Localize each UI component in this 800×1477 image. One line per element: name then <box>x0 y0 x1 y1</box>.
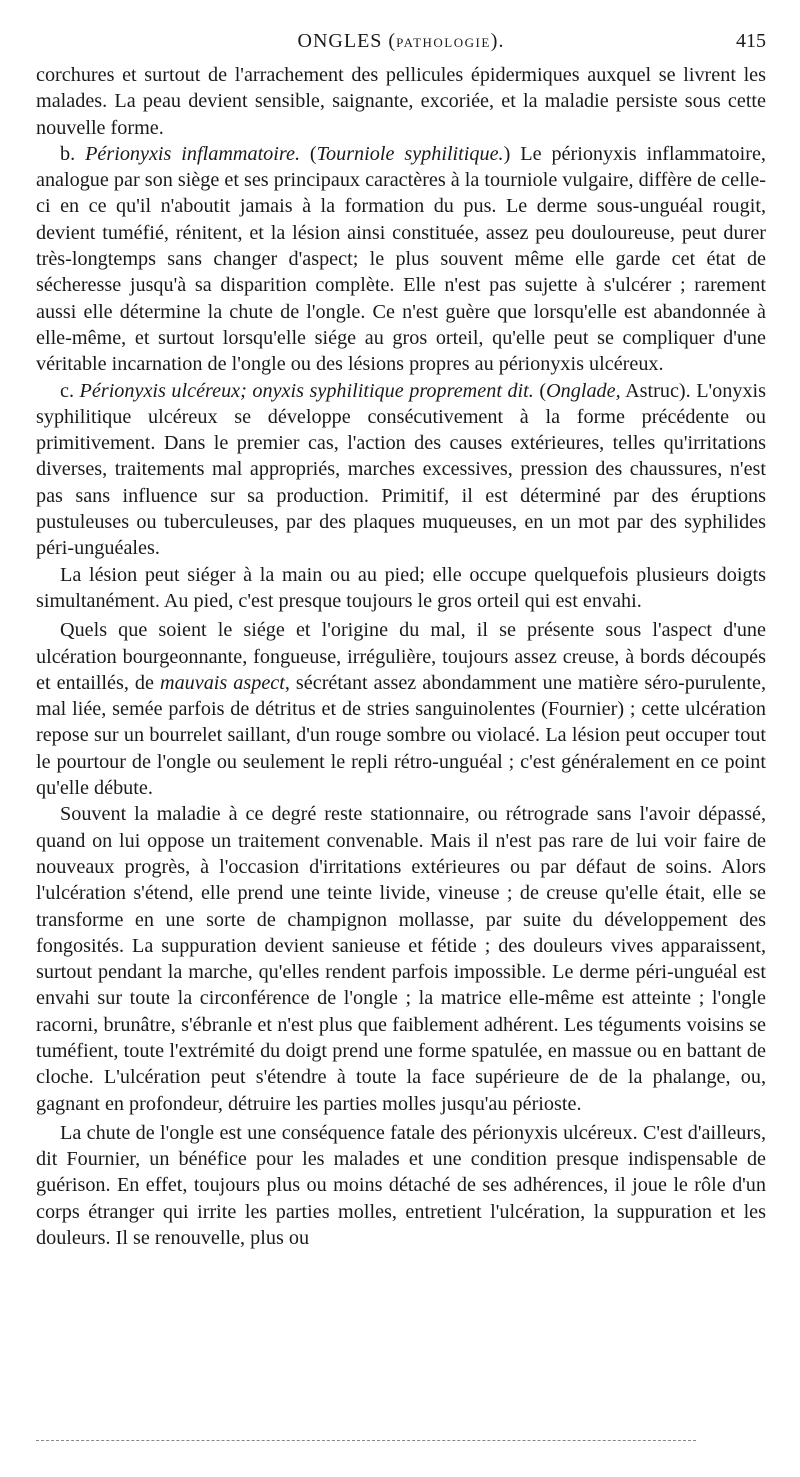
body-text <box>36 62 766 1251</box>
emphasis: mauvais aspect <box>159 671 285 694</box>
running-header <box>36 28 766 58</box>
bleed-through-rule <box>36 1440 696 1441</box>
section-subtitle: Tourniole syphilitique. <box>316 142 504 165</box>
paragraph: Souvent la maladie à ce degré reste stationnaire, ou rétrograde sans l'avoir dépassé, quand on lui oppose un traitement convenable. Mais il n'est pas rare de lui voir faire de nouveaux progrès, à l'occasion d'irritations extérieures ou par défaut de soins. Alors l'ulcération s'étend, elle prend une teinte livide, vineuse ; de creuse qu'elle était, elle se transforme en une sorte de champignon mollasse, par suite du développement des fongosités. La suppuration devient sanieuse et fétide ; des douleurs vives apparaissent, surtout pendant la marche, qu'elles rendent parfois impossible. Le derme péri-unguéal est envahi sur toute la circonférence de l'ongle ; la matrice elle-même est atteinte ; l'ongle racorni, brunâtre, s'ébranle et n'est plus que faiblement adhérent. Les téguments voisins se tuméfient, toute l'extrémité du doigt prend une forme spatulée, en massue ou en battant de cloche. L'ulcération peut s'étendre à toute la face supérieure de de la phalange, ou, gagnant en profondeur, détruire les parties molles jusqu'au périoste. <box>36 803 766 1115</box>
page-number: 415 <box>736 30 766 52</box>
header-section: PATHOLOGIE <box>396 35 491 50</box>
section-label: c. <box>60 379 75 402</box>
section-title: Périonyxis ulcéreux; <box>79 379 247 402</box>
section-subtitle: onyxis syphilitique proprement dit. <box>252 379 534 402</box>
section-title: Périonyxis inflammatoire. <box>85 142 300 165</box>
section-label: b. <box>60 142 76 165</box>
section-aside: Onglade, <box>546 379 621 402</box>
running-title: ONGLES (PATHOLOGIE). <box>297 30 505 52</box>
paragraph: La lésion peut siéger à la main ou au pied; elle occupe quelquefois plusieurs doigts simultanément. Au pied, c'est presque toujours le gros orteil qui est envahi. <box>36 563 766 612</box>
paragraph: corchures et surtout de l'arrachement des pellicules épidermiques auxquel se livrent les malades. La peau devient sensible, saignante, excoriée, et la maladie persiste sous cette nouvelle forme. <box>36 64 766 139</box>
paragraph-section-b: b. Périonyxis inflammatoire. (Tourniole syphilitique.) Le périonyxis inflammatoire, analogue par son siège et ses principaux caractères à la tourniole vulgaire, diffère de celle-ci en ce qu'il n'aboutit jamais à la formation du pus. Le derme sous-unguéal rougit, devient tuméfié, rénitent, et la lésion ainsi constituée, assez peu douloureuse, peut durer très-longtemps sans changer d'aspect; le plus souvent même elle garde cet état de sécheresse jusqu'à sa disparition complète. Elle n'est pas sujette à s'ulcérer ; rarement aussi elle détermine la chute de l'ongle. Ce n'est guère que lorsqu'elle est abandonnée à elle-même, et surtout lorsqu'elle siége au gros orteil, qu'elle peut se compliquer d'une véritable incarnation de l'ongle ou des lésions propres au périonyxis ulcéreux. <box>36 142 766 376</box>
paragraph: Quels que soient le siége et l'origine du mal, il se présente sous l'aspect d'une ulcération bourgeonnante, fongueuse, irrégulière, toujours assez creuse, à bords découpés et entaillés, de mauvais aspect, sécrétant assez abondamment une matière séro-purulente, mal liée, semée parfois de détritus et de stries sanguinolentes (Fournier) ; cette ulcération repose sur un bourrelet saillant, d'un rouge sombre ou violacé. La lésion peut occuper tout le pourtour de l'ongle ou seulement le repli rétro-unguéal ; c'est généralement en ce point qu'elle débute. <box>36 619 766 800</box>
paragraph: La chute de l'ongle est une conséquence fatale des périonyxis ulcéreux. C'est d'ailleurs, dit Fournier, un bénéfice pour les malades et une condition presque indispensable de guérison. En effet, toujours plus ou moins détaché de ses adhérences, il joue le rôle d'un corps étranger qui irrite les parties molles, entretient l'ulcération, la suppuration et les douleurs. Il se renouvelle, plus ou <box>36 1121 766 1250</box>
header-title: ONGLES <box>297 30 383 52</box>
paragraph-section-c: c. Périonyxis ulcéreux; onyxis syphilitique proprement dit. (Onglade, Astruc). L'onyxis syphilitique ulcéreux se développe consécutivement à la forme précédente ou primitivement. Dans le premier cas, l'action des causes extérieures, telles qu'irritations diverses, traitements mal appropriés, marches excessives, pression des chaussures, n'est pas sans influence sur sa production. Primitif, il est déterminé par des éruptions pustuleuses ou tuberculeuses, par des plaques muqueuses, en un mot par des syphilides péri-unguéales. <box>36 379 767 560</box>
